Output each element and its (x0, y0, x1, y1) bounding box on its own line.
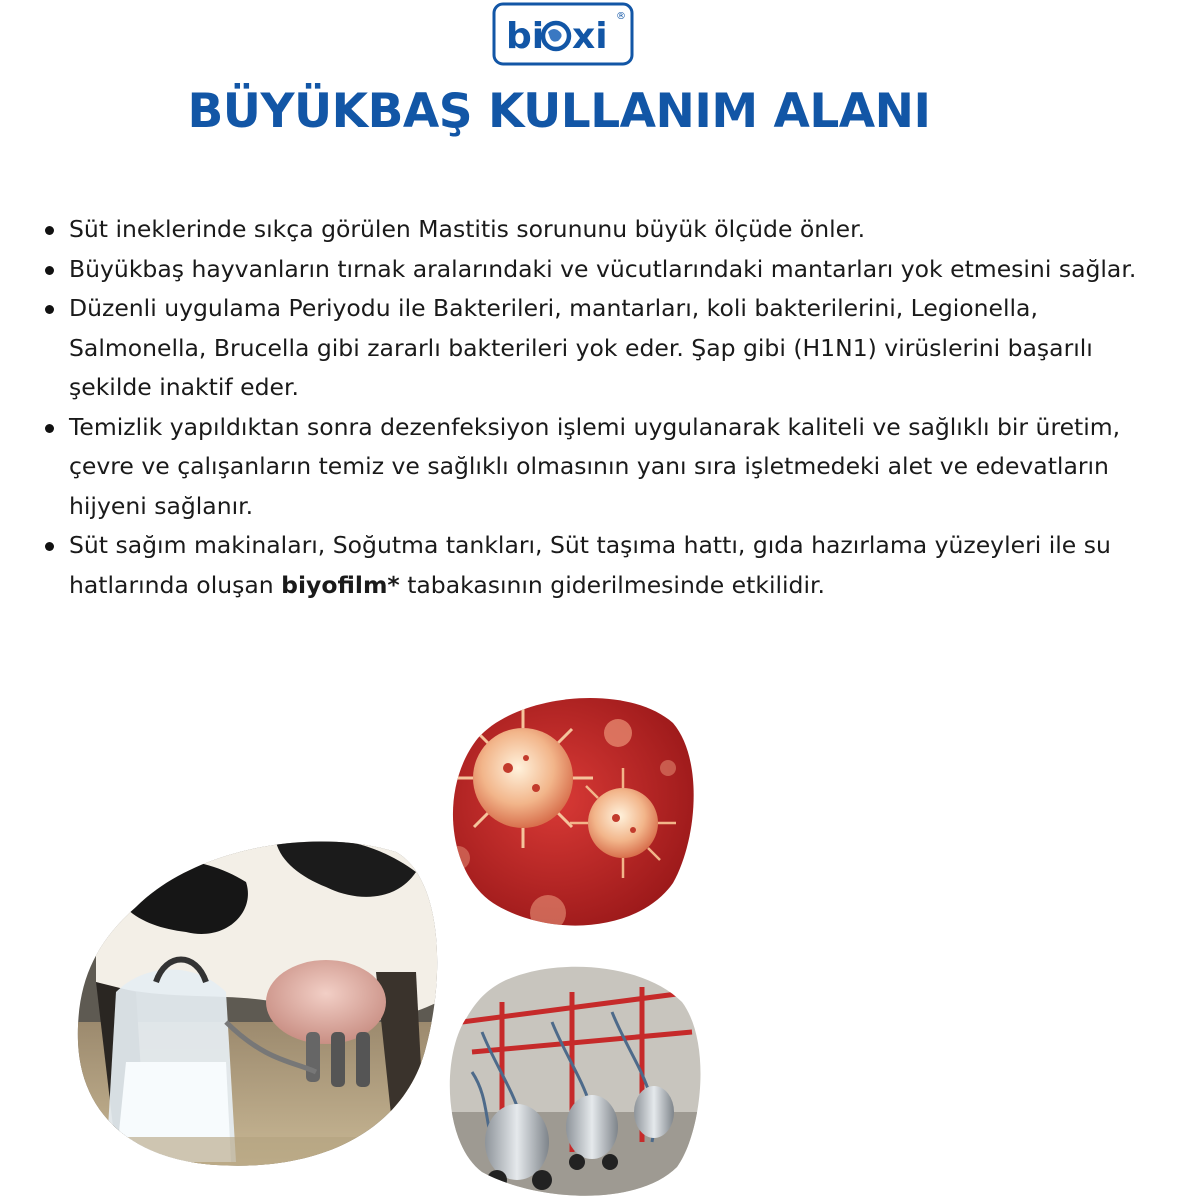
svg-text:®: ® (616, 11, 626, 22)
bullet-item-mastitis (40, 210, 1170, 250)
bullet-text: Düzenli uygulama Periyodu ile Bakterileri, mantarları, koli bakterilerini, Legionella, Salmonella, Brucella gibi zararlı bakterileri yok eder. Şap gibi (H1N1) virüslerini başarılı şekilde inaktif eder. (69, 294, 1093, 401)
bioxi-logo (492, 2, 634, 66)
usage-bullet-list (40, 210, 1170, 605)
bullet-text: Temizlik yapıldıktan sonra dezenfeksiyon işlemi uygulanarak kaliteli ve sağlıklı bir üretim, çevre ve çalışanların temiz ve sağlıklı olmasının yanı sıra işletmedeki alet ve edevatların hijyeni sağlanır. (69, 412, 1121, 520)
bullet-text: Büyükbaş hayvanların tırnak aralarındaki ve vücutlarındaki mantarları yok etmesini sağlar. (69, 254, 1137, 283)
bullet-text: Süt ineklerinde sıkça görülen Mastitis sorununu büyük ölçüde önler. (69, 215, 866, 243)
bullet-item-biofilm (40, 526, 1170, 605)
virus-photo (438, 688, 698, 933)
cow-milking-photo (76, 832, 438, 1167)
svg-text:bi: bi (506, 16, 545, 57)
bullet-item-fungus (40, 250, 1170, 290)
bullet-item-bacteria (40, 289, 1170, 408)
page-title: BÜYÜKBAŞ KULLANIM ALANI (187, 84, 931, 139)
milking-machines-photo (442, 962, 702, 1198)
bullet-text-after: tabakasının giderilmesinde etkilidir. (399, 570, 825, 599)
biofilm-bold-text: biyofilm* (281, 570, 400, 599)
bullet-item-hygiene (40, 408, 1170, 527)
bullet-text-before: Süt sağım makinaları, Soğutma tankları, Süt taşıma hattı, gıda hazırlama yüzeyleri ile su hatlarında oluşan (69, 531, 1111, 599)
svg-text:xi: xi (572, 16, 608, 57)
